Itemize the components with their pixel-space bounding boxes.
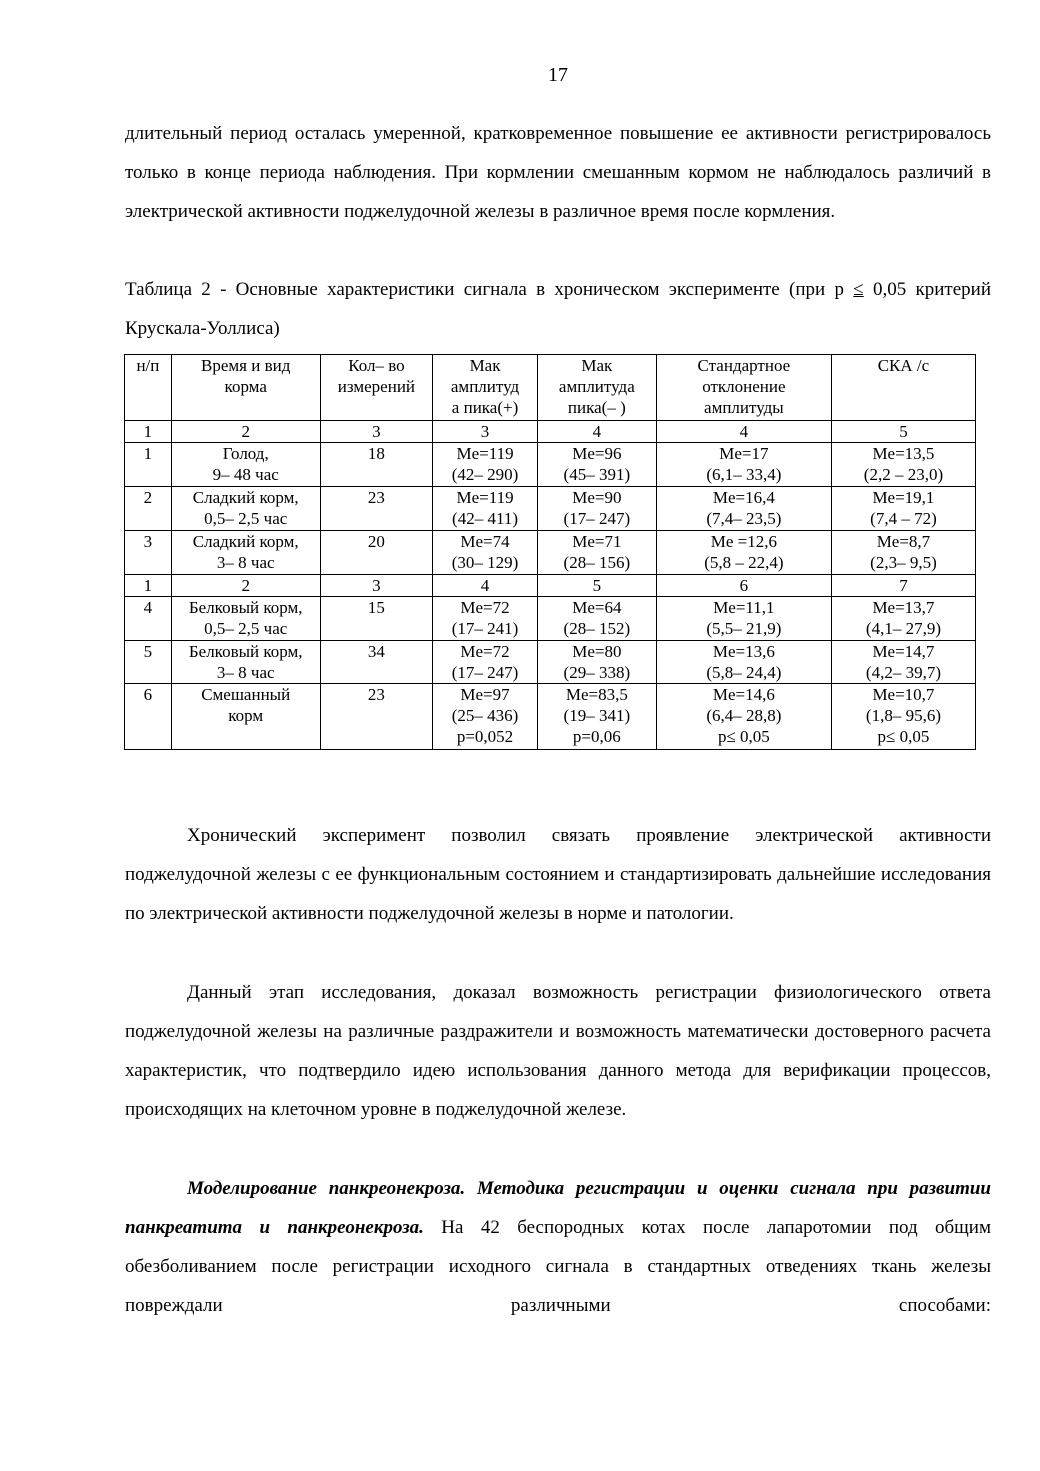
cell-feed: Белковый корм, 0,5– 2,5 час xyxy=(171,597,320,641)
numbering-cell: 4 xyxy=(537,421,656,443)
paragraph-study-stage: Данный этап исследования, доказал возможность регистрации физиологического ответа поджелудочной железы на различные раздражители и возможность математически достоверного расчета характеристик, что подтвердило идею использования данного метода для верификации процессов, происходящих на клеточном уровне в поджелудочной железе. xyxy=(125,982,991,1120)
header-cell-std: Стандартное отклонение амплитуды xyxy=(656,355,831,421)
cell-std: Me=17 (6,1– 33,4) xyxy=(656,443,831,487)
cell-std: Me=16,4 (7,4– 23,5) xyxy=(656,487,831,531)
table-row xyxy=(125,641,976,684)
cell-feed: Сладкий корм, 3– 8 час xyxy=(171,531,320,575)
cell-std: Me=11,1 (5,5– 21,9) xyxy=(656,597,831,641)
section-heading: Моделирование панкреонекроза. Методика регистрации и оценки сигнала при развитии панкреатита и панкреонекроза. xyxy=(125,1178,991,1238)
header-cell-count: Кол– во измерений xyxy=(320,355,433,421)
numbering-cell: 2 xyxy=(171,421,320,443)
cell-amp-neg: Me=80 (29– 338) xyxy=(537,641,656,684)
table-row xyxy=(125,684,976,750)
cell-ska: Me=10,7 (1,8– 95,6) p≤ 0,05 xyxy=(831,684,975,750)
cell-count: 23 xyxy=(320,684,433,750)
numbering-cell: 5 xyxy=(831,421,975,443)
cell-amp-pos: Me=72 (17– 247) xyxy=(433,641,538,684)
cell-amp-pos: Me=119 (42– 290) xyxy=(433,443,538,487)
cell-amp-neg: Me=96 (45– 391) xyxy=(537,443,656,487)
header-cell-n: н/п xyxy=(125,355,172,421)
header-cell-amp-neg: Мак амплитуда пика(– ) xyxy=(537,355,656,421)
cell-count: 18 xyxy=(320,443,433,487)
cell-amp-pos: Me=74 (30– 129) xyxy=(433,531,538,575)
numbering-cell: 7 xyxy=(831,575,975,597)
paragraph-chronic-experiment: Хронический эксперимент позволил связать проявление электрической активности поджелудочной железы с ее функциональным состоянием и стандартизировать дальнейшие исследования по электрической активности поджелудочной железы в норме и патологии. xyxy=(125,825,991,924)
numbering-cell: 5 xyxy=(537,575,656,597)
caption-text: Таблица 2 - Основные характеристики сигнала в хроническом эксперименте (при р xyxy=(125,279,854,300)
cell-n: 6 xyxy=(125,684,172,750)
cell-std: Me=13,6 (5,8– 24,4) xyxy=(656,641,831,684)
table-row xyxy=(125,597,976,641)
cell-amp-neg: Me=71 (28– 156) xyxy=(537,531,656,575)
cell-ska: Me=13,5 (2,2 – 23,0) xyxy=(831,443,975,487)
header-cell-feed: Время и вид корма xyxy=(171,355,320,421)
cell-n: 2 xyxy=(125,487,172,531)
cell-ska: Me=8,7 (2,3– 9,5) xyxy=(831,531,975,575)
numbering-cell: 4 xyxy=(433,575,538,597)
cell-n: 1 xyxy=(125,443,172,487)
paragraph-modeling-text: На 42 беспородных котах после лапаротомии под общим обезболиванием после регистрации исходного сигнала в стандартных отведениях ткань железы повреждали различными способами: xyxy=(125,1217,991,1316)
cell-ska: Me=13,7 (4,1– 27,9) xyxy=(831,597,975,641)
numbering-cell: 3 xyxy=(320,421,433,443)
cell-std: Me=14,6 (6,4– 28,8) p≤ 0,05 xyxy=(656,684,831,750)
table-numbering-row xyxy=(125,421,976,443)
numbering-cell: 1 xyxy=(125,421,172,443)
cell-n: 3 xyxy=(125,531,172,575)
paragraph-intro: длительный период осталась умеренной, кратковременное повышение ее активности регистрировалось только в конце периода наблюдения. При кормлении смешанным кормом не наблюдалось различий в электрической активности поджелудочной железы в различное время после кормления. xyxy=(125,123,991,222)
table-row xyxy=(125,531,976,575)
table-numbering-row xyxy=(125,575,976,597)
header-cell-amp-pos: Мак амплитуд а пика(+) xyxy=(433,355,538,421)
cell-feed: Белковый корм, 3– 8 час xyxy=(171,641,320,684)
numbering-cell: 4 xyxy=(656,421,831,443)
cell-amp-pos: Me=97 (25– 436) р=0,052 xyxy=(433,684,538,750)
cell-amp-neg: Me=90 (17– 247) xyxy=(537,487,656,531)
cell-feed: Сладкий корм, 0,5– 2,5 час xyxy=(171,487,320,531)
cell-ska: Me=14,7 (4,2– 39,7) xyxy=(831,641,975,684)
header-cell-ska: СКА /с xyxy=(831,355,975,421)
numbering-cell: 6 xyxy=(656,575,831,597)
cell-count: 15 xyxy=(320,597,433,641)
page-number: 17 xyxy=(548,64,568,86)
cell-amp-pos: Me=119 (42– 411) xyxy=(433,487,538,531)
caption-symbol: ≤ xyxy=(853,279,864,300)
table-row xyxy=(125,487,976,531)
numbering-cell: 2 xyxy=(171,575,320,597)
numbering-cell: 1 xyxy=(125,575,172,597)
cell-feed: Смешанный корм xyxy=(171,684,320,750)
caption-tail: 0,05 критерий Крускала-Уоллиса) xyxy=(125,279,991,339)
cell-std: Me =12,6 (5,8 – 22,4) xyxy=(656,531,831,575)
numbering-cell: 3 xyxy=(320,575,433,597)
numbering-cell: 3 xyxy=(433,421,538,443)
cell-amp-neg: Me=64 (28– 152) xyxy=(537,597,656,641)
table-caption xyxy=(125,270,991,348)
cell-amp-neg: Me=83,5 (19– 341) р=0,06 xyxy=(537,684,656,750)
cell-ska: Me=19,1 (7,4 – 72) xyxy=(831,487,975,531)
table-row xyxy=(125,443,976,487)
cell-count: 23 xyxy=(320,487,433,531)
cell-count: 34 xyxy=(320,641,433,684)
cell-feed: Голод, 9– 48 час xyxy=(171,443,320,487)
paragraph-modeling xyxy=(125,1169,991,1325)
table-header-row xyxy=(125,355,976,421)
cell-n: 5 xyxy=(125,641,172,684)
results-table xyxy=(124,354,976,750)
cell-n: 4 xyxy=(125,597,172,641)
cell-amp-pos: Me=72 (17– 241) xyxy=(433,597,538,641)
cell-count: 20 xyxy=(320,531,433,575)
